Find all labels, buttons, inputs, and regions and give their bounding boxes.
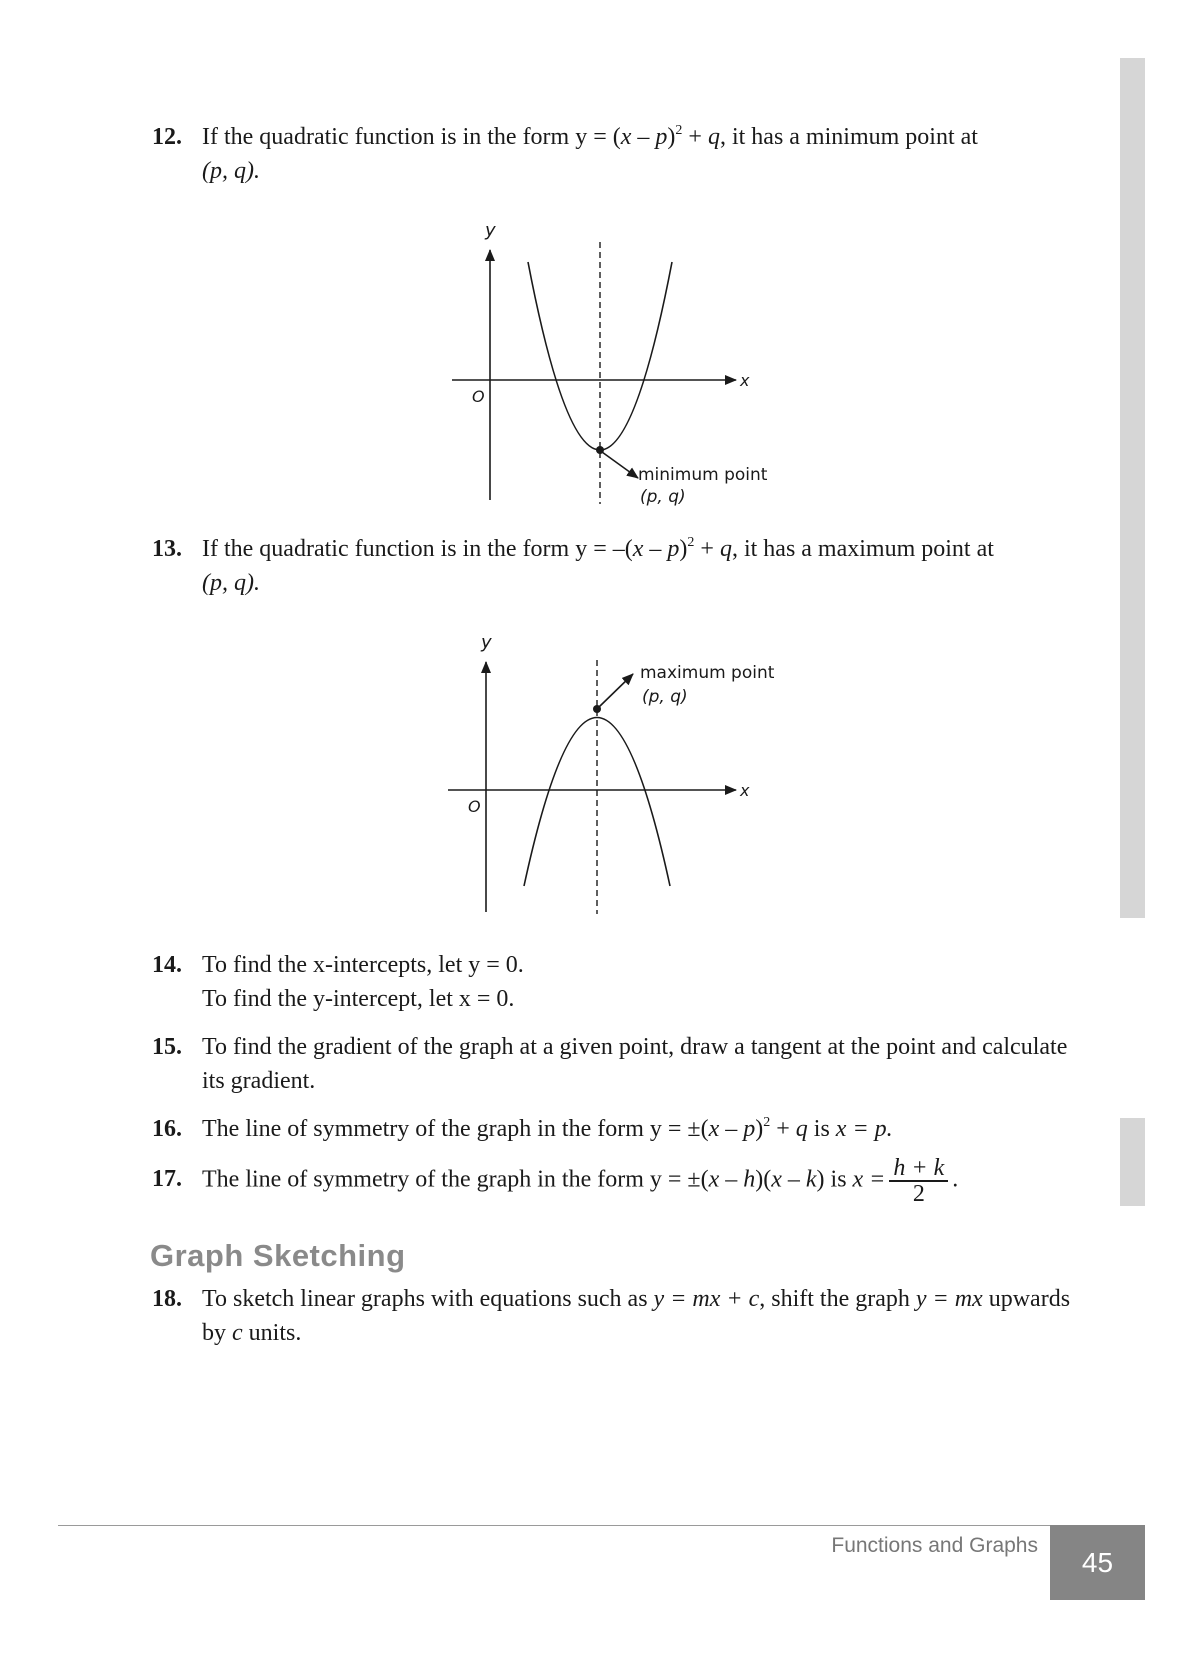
item-text: If the quadratic function is in the form y = (x – p)$^2$ + q, it has a minimum point at (p, q). xyxy=(202,123,978,184)
item-16 xyxy=(152,1112,1072,1146)
annotation-line-1: minimum point xyxy=(638,465,768,485)
item-number: 12. xyxy=(152,124,182,150)
item-text: To sketch linear graphs with equations such as y = mx + c, shift the graph y = mx upwards by c units. xyxy=(202,1286,1071,1346)
annotation-line-1: maximum point xyxy=(640,663,775,683)
section-heading: Graph Sketching xyxy=(150,1238,406,1273)
item-14 xyxy=(152,948,1072,1016)
item-17 xyxy=(152,1156,1072,1206)
footer-chapter-title: Functions and Graphs xyxy=(831,1534,1038,1557)
footer-rule xyxy=(58,1525,1050,1526)
item-text: To find the x-intercepts, let y = 0. To find the y-intercept, let x = 0. xyxy=(202,952,524,1012)
item-text: To find the gradient of the graph at a given point, draw a tangent at the point and calculate its gradient. xyxy=(202,1034,1068,1094)
item-number: 18. xyxy=(152,1286,182,1312)
page-number: 45 xyxy=(1050,1525,1145,1600)
item-18 xyxy=(152,1282,1072,1350)
item-number: 13. xyxy=(152,536,182,562)
side-margin-bar-middle xyxy=(1120,1118,1145,1206)
point-coordinates: (p, q). xyxy=(202,570,260,596)
item-text: The line of symmetry of the graph in the form y = ±(x – h)(x – k) is x = $\frac{h + k}{2}$ . xyxy=(202,1155,959,1207)
maximum-point-graph xyxy=(430,636,790,916)
y-axis-label: y xyxy=(485,222,496,241)
item-number: 14. xyxy=(152,952,182,978)
x-axis-label: x xyxy=(740,781,750,800)
fraction: $\frac{h + k}{2}$ xyxy=(889,1156,948,1206)
annotation-line-2: (p, q) xyxy=(642,687,688,707)
y-axis-label: y xyxy=(481,636,492,653)
side-margin-bar-top xyxy=(1120,58,1145,918)
annotation-line-2: (p, q) xyxy=(640,487,686,507)
annotation-arrow xyxy=(602,452,638,478)
x-axis-label: x xyxy=(740,371,750,390)
item-text: If the quadratic function is in the form y = –(x – p)$^2$ + q, it has a maximum point at (p, q). xyxy=(202,535,994,596)
item-number: 16. xyxy=(152,1116,182,1142)
item-text: The line of symmetry of the graph in the form y = ±(x – p)$^2$ + q is x = p. xyxy=(202,1115,893,1142)
minimum-point-graph xyxy=(430,222,790,507)
origin-label: O xyxy=(468,797,481,816)
point-coordinates: (p, q). xyxy=(202,158,260,184)
item-number: 17. xyxy=(152,1166,182,1192)
origin-label: O xyxy=(472,387,485,406)
item-12 xyxy=(152,120,1072,188)
item-number: 15. xyxy=(152,1034,182,1060)
item-13 xyxy=(152,532,1072,600)
annotation-arrow xyxy=(599,674,633,707)
item-15 xyxy=(152,1030,1072,1098)
